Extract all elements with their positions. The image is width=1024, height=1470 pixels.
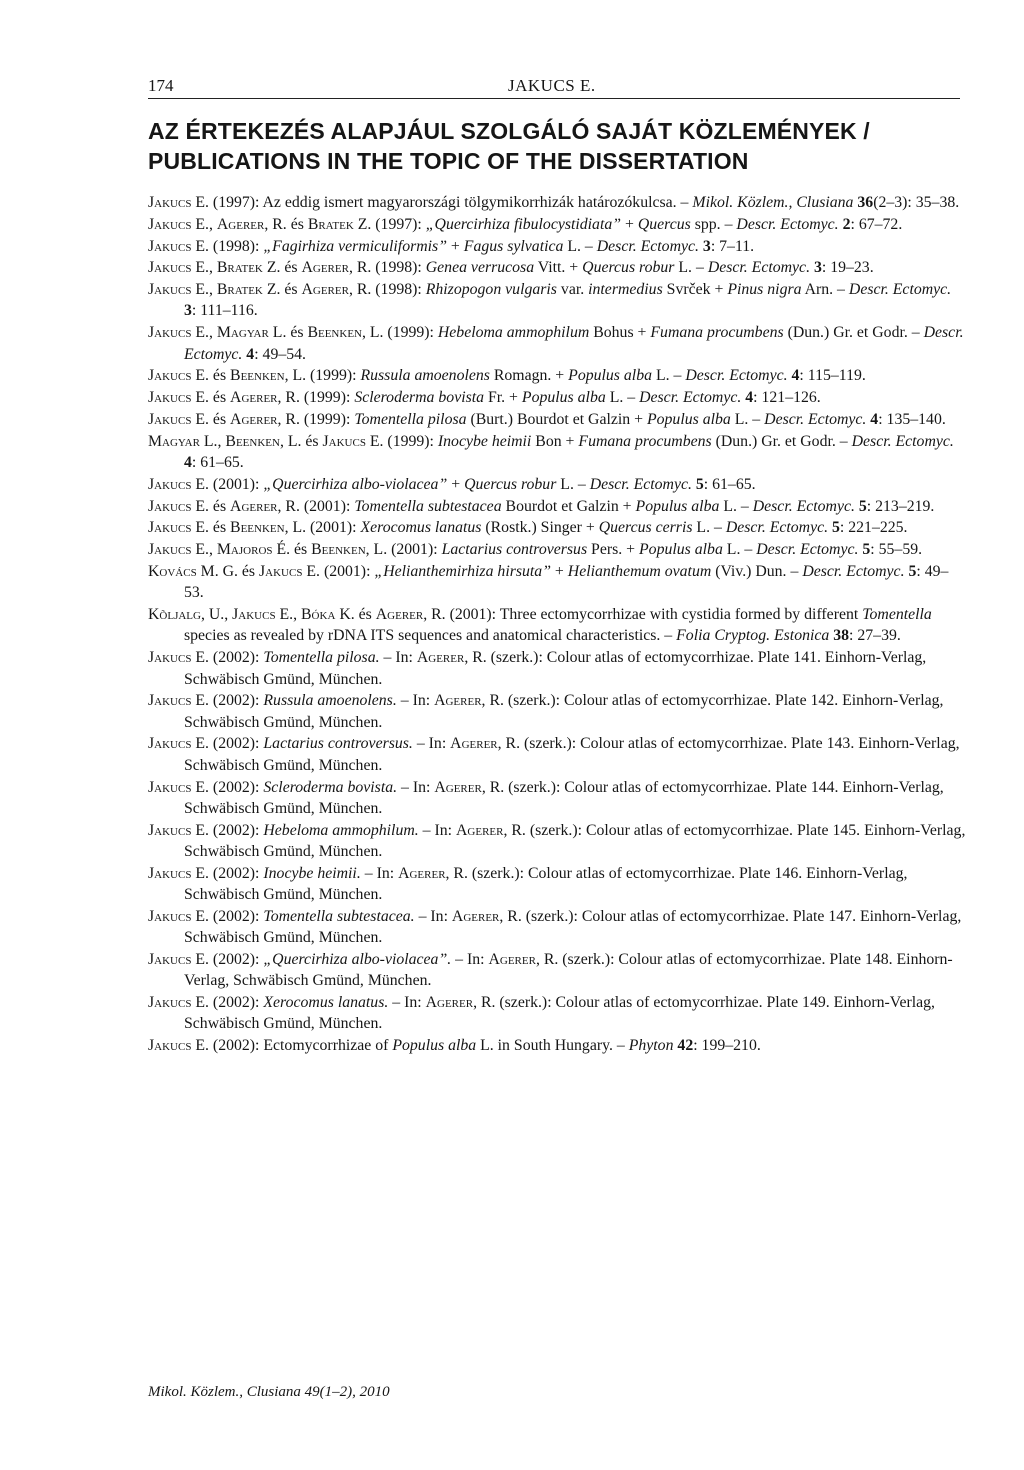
taxon-name: Populus alba — [646, 410, 731, 428]
author: Jakucs — [148, 237, 192, 255]
taxon-name: Lactarius controversus — [441, 541, 588, 559]
author: Kõljalg — [148, 606, 201, 624]
pages: : 49–53. — [184, 563, 949, 602]
ref-text: Fr. + — [484, 389, 522, 407]
volume: 36 — [853, 194, 874, 211]
publication-entry — [148, 474, 966, 495]
author: Jakucs — [148, 389, 192, 407]
ref-text: L. – — [556, 475, 590, 493]
ref-text: , R. (szerk.): Colour atlas of ectomycorrhizae. Plate 149. Einhorn-Verlag, Schwäbisch Gmünd, München. — [184, 993, 935, 1033]
taxon-name: Hebeloma ammophilum — [437, 324, 590, 342]
ref-text: E. (2002): — [191, 907, 264, 925]
running-head: JAKUCS E. — [508, 76, 596, 95]
pages: : 67–72. — [850, 215, 903, 233]
taxon-name: Rhizopogon vulgaris — [425, 281, 557, 299]
author: Jakucs — [148, 735, 192, 753]
volume: 4 — [787, 367, 800, 385]
ref-text: L. – — [730, 410, 765, 428]
taxon-name: Populus alba — [392, 1037, 477, 1055]
ref-text: Bohus + — [589, 324, 651, 342]
author: Kovács — [148, 563, 197, 581]
ref-text: , U., — [200, 606, 233, 624]
author: Jakucs — [148, 993, 192, 1011]
taxon-name: Fagus sylvatica — [463, 237, 564, 255]
ref-text: E., — [191, 281, 217, 299]
ref-text: – In: — [412, 735, 451, 753]
pages: : 19–23. — [821, 259, 874, 277]
publication-entry — [148, 949, 966, 992]
ref-text: (Burt.) Bourdot et Galzin + — [466, 410, 647, 428]
section-title-line: AZ ÉRTEKEZÉS ALAPJÁUL SZOLGÁLÓ SAJÁT KÖZLEMÉNYEK / — [148, 118, 870, 144]
pages: : 135–140. — [878, 410, 946, 428]
volume: 38 — [829, 627, 850, 645]
volume: 3 — [810, 259, 822, 277]
pages: : 61–65. — [703, 475, 756, 493]
publication-entry — [148, 257, 966, 278]
publication-entry — [148, 539, 966, 560]
author: Jakucs — [148, 907, 192, 925]
ref-text: , R. (szerk.): Colour atlas of ectomycorrhizae. Plate 148. Einhorn-Verlag, Schwäbisch Gmünd, München. — [184, 950, 953, 990]
ref-text: , R. (szerk.): Colour atlas of ectomycorrhizae. Plate 141. Einhorn-Verlag, Schwäbisch Gmünd, München. — [184, 649, 927, 688]
ref-text: E. (1997): Az eddig ismert magyarországi tölgymikorrhizák határozókulcsa. – — [191, 194, 693, 211]
ref-text: E. (2002): — [191, 821, 264, 839]
publication-entry — [148, 604, 966, 647]
editor: Agerer — [451, 907, 500, 925]
author: Jakucs — [148, 950, 192, 968]
ref-text: , R. (szerk.): Colour atlas of ectomycorrhizae. Plate 143. Einhorn-Verlag, Schwäbisch Gmünd, München. — [184, 735, 960, 774]
publication-entry — [148, 647, 966, 690]
ref-text: var. — [556, 281, 589, 299]
journal: Descr. Ectomyc. — [756, 541, 859, 559]
volume: 3 — [698, 237, 711, 255]
taxon-name: Quercus — [637, 215, 691, 233]
taxon-name: Populus alba — [521, 389, 606, 407]
ref-text: (Rostk.) Singer + — [481, 519, 599, 537]
editor: Agerer — [488, 950, 536, 968]
journal: Mikol. Közlem., Clusiana — [692, 194, 854, 211]
ref-text: L. – — [674, 259, 708, 277]
author: Beenken — [307, 324, 362, 342]
author: Jakucs — [322, 432, 366, 450]
ref-text: E., — [191, 259, 217, 277]
taxon-name: Populus alba — [568, 367, 652, 385]
publication-entry — [148, 777, 966, 820]
journal: Descr. Ectomyc. — [725, 519, 829, 537]
taxon-name: Scleroderma bovista — [354, 389, 485, 407]
editor: Agerer — [456, 821, 504, 839]
publication-entry — [148, 561, 966, 604]
author: Jakucs — [148, 281, 192, 299]
author: Beenken — [230, 519, 285, 537]
taxon-name: „Fagirhiza vermiculiformis” — [263, 237, 447, 255]
volume: 5 — [828, 519, 840, 537]
author: Jakucs — [148, 821, 192, 839]
author: Jakucs — [148, 1037, 192, 1055]
ref-text: E. és — [191, 367, 231, 385]
ref-text: – In: — [396, 692, 435, 710]
author: Agerer — [230, 410, 278, 428]
ref-text: , R. (szerk.): Colour atlas of ectomycorrhizae. Plate 144. Einhorn-Verlag, Schwäbisch Gmünd, München. — [184, 778, 944, 817]
ref-text: Vitt. + — [534, 259, 583, 277]
publication-entry — [148, 1035, 966, 1056]
publication-entry — [148, 322, 966, 365]
author: Magyar — [216, 324, 269, 342]
ref-text: + — [550, 563, 568, 581]
author: Jakucs — [148, 215, 192, 233]
pages: : 111–116. — [191, 302, 258, 320]
taxon-name: Tomentella subtestacea. — [263, 907, 415, 925]
ref-text: E. (2002): — [191, 950, 264, 968]
author: Jakucs — [148, 541, 192, 559]
editor: Agerer — [434, 778, 482, 796]
journal: Phyton — [628, 1037, 674, 1055]
publication-entry — [148, 387, 966, 408]
ref-text: , L. (1999): — [284, 367, 361, 385]
author: Bratek — [216, 281, 263, 299]
author: Jakucs — [148, 519, 192, 537]
author: Jakucs — [259, 563, 303, 581]
author: Jakucs — [148, 410, 192, 428]
volume: 5 — [854, 497, 867, 515]
taxon-name: „Quercirhiza fibulocystidiata” — [425, 215, 622, 233]
pages: (2–3): 35–38. — [873, 194, 960, 211]
taxon-name: Tomentella pilosa. — [263, 649, 380, 667]
journal: Descr. Ectomyc. — [848, 281, 952, 299]
journal: Descr. Ectomyc. — [596, 237, 699, 255]
ref-text: L. – — [722, 541, 757, 559]
ref-text: Bourdot et Galzin + — [501, 497, 636, 515]
author: Agerer — [230, 389, 278, 407]
ref-text: , R. (szerk.): Colour atlas of ectomycorrhizae. Plate 147. Einhorn-Verlag, Schwäbisch Gmünd, München. — [184, 907, 962, 947]
taxon-name: Fumana procumbens — [650, 324, 784, 342]
ref-text: , R. (1999): — [277, 410, 355, 428]
ref-text: E. (2002): — [191, 649, 264, 667]
author: Jakucs — [148, 692, 192, 710]
ref-text: L. – — [652, 367, 686, 385]
author: Bratek — [307, 215, 354, 233]
ref-text: L. – — [692, 519, 726, 537]
ref-text: (Dun.) Gr. et Godr. – — [783, 324, 924, 342]
volume: 4 — [741, 389, 754, 407]
page-number: 174 — [148, 76, 174, 95]
taxon-name: Genea verrucosa — [425, 259, 535, 277]
publication-list — [148, 192, 966, 1056]
ref-text: , R. (szerk.): Colour atlas of ectomycorrhizae. Plate 145. Einhorn-Verlag, Schwäbisch Gmünd, München. — [184, 821, 966, 860]
taxon-name: „Quercirhiza albo-violacea” — [263, 475, 448, 493]
volume: 4 — [866, 410, 879, 428]
taxon-name: Populus alba — [635, 497, 720, 515]
journal: Descr. Ectomyc. — [802, 563, 905, 581]
ref-text: – In: — [360, 864, 399, 882]
journal: Folia Cryptog. Estonica — [676, 627, 830, 645]
ref-text: – In: — [451, 950, 489, 968]
pages: : 121–126. — [753, 389, 821, 407]
volume: 3 — [184, 302, 192, 320]
publication-entry — [148, 236, 966, 257]
taxon-name: Scleroderma bovista. — [263, 778, 398, 796]
ref-text: Pers. + — [587, 541, 640, 559]
ref-text: – In: — [379, 649, 417, 667]
ref-text: E. és — [191, 519, 231, 537]
author: Agerer — [230, 497, 278, 515]
author: Jakucs — [148, 778, 192, 796]
journal: Descr. Ectomyc. — [685, 367, 788, 385]
taxon-name: Quercus robur — [582, 259, 675, 277]
journal: Descr. Ectomyc. — [752, 497, 855, 515]
ref-text: L. – — [719, 497, 753, 515]
publication-entry — [148, 906, 966, 949]
taxon-name: Fumana procumbens — [578, 432, 712, 450]
volume: 2 — [838, 215, 851, 233]
taxon-name: Xerocomus lanatus. — [263, 993, 389, 1011]
ref-text: , R. (2001): — [277, 497, 355, 515]
publication-entry — [148, 733, 966, 776]
taxon-name: Inocybe heimii — [437, 432, 532, 450]
editor: Agerer — [416, 649, 465, 667]
pages: : 199–210. — [693, 1037, 761, 1055]
ref-text: Z. és — [262, 281, 302, 299]
publication-entry — [148, 192, 966, 213]
ref-text: Z. és — [262, 259, 302, 277]
ref-text: + — [621, 215, 638, 233]
volume: 5 — [904, 563, 917, 581]
taxon-name: Quercus robur — [464, 475, 557, 493]
taxon-name: Tomentella pilosa — [354, 410, 467, 428]
taxon-name: Tomentella subtestacea — [354, 497, 502, 515]
author: Jakucs — [232, 606, 276, 624]
publication-entry — [148, 365, 966, 386]
publication-entry — [148, 496, 966, 517]
author: Agerer — [216, 215, 265, 233]
author: Agerer — [301, 281, 349, 299]
journal: Descr. Ectomyc. — [851, 432, 954, 450]
taxon-name: Inocybe heimii. — [263, 864, 361, 882]
ref-text: , R. (szerk.): Colour atlas of ectomycorrhizae. Plate 142. Einhorn-Verlag, Schwäbisch Gmünd, München. — [184, 692, 944, 731]
ref-text: , L. (2001): — [284, 519, 361, 537]
author: Agerer — [301, 259, 349, 277]
author: Jakucs — [148, 194, 192, 211]
pages: : 115–119. — [799, 367, 866, 385]
ref-text: E., — [191, 541, 217, 559]
author: Majoros — [216, 541, 273, 559]
ref-text: – In: — [414, 907, 452, 925]
taxon-name: Helianthemum ovatum — [567, 563, 712, 581]
pages: : 55–59. — [870, 541, 923, 559]
pages: : 49–54. — [254, 345, 306, 363]
publication-entry — [148, 820, 966, 863]
taxon-name: Russula amoenolens. — [263, 692, 397, 710]
ref-text: E. (2002): — [191, 864, 264, 882]
ref-text: , R. (2001): — [423, 606, 500, 624]
publication-entry — [148, 431, 966, 474]
ref-text: (Viv.) Dun. – — [711, 563, 803, 581]
publication-entry — [148, 517, 966, 538]
volume: 4 — [184, 454, 192, 472]
pages: : 61–65. — [191, 454, 244, 472]
publication-entry — [148, 992, 966, 1035]
author: Beenken — [225, 432, 280, 450]
taxon-name: intermedius — [588, 281, 663, 299]
ref-text: species as revealed by rDNA ITS sequences and anatomical characteristics. – — [184, 627, 677, 645]
ref-text: + — [446, 237, 464, 255]
publication-entry — [148, 863, 966, 906]
taxon-name: Lactarius controversus. — [263, 735, 413, 753]
journal: Descr. Ectomyc. — [707, 259, 811, 277]
journal: Descr. Ectomyc. — [589, 475, 692, 493]
taxon-name: Populus alba — [639, 541, 723, 559]
volume: 42 — [673, 1037, 694, 1055]
author: Jakucs — [148, 367, 192, 385]
ref-text: L. és — [268, 324, 308, 342]
ref-text: E. és — [191, 410, 231, 428]
author: Agerer — [375, 606, 424, 624]
author: Jakucs — [148, 864, 192, 882]
ref-text: L. – — [563, 237, 597, 255]
ref-text: L. in South Hungary. – — [476, 1037, 629, 1055]
taxon-name: Hebeloma ammophilum. — [263, 821, 419, 839]
author: Bratek — [216, 259, 263, 277]
ref-text: E., — [191, 215, 217, 233]
editor: Agerer — [425, 993, 474, 1011]
taxon-name: Xerocomus lanatus — [360, 519, 482, 537]
taxon-name: „Helianthemirhiza hirsuta” — [374, 563, 551, 581]
ref-text: E. (1998): — [191, 237, 264, 255]
page-footer: Mikol. Közlem., Clusiana 49(1–2), 2010 — [148, 1384, 390, 1400]
ref-text: , R. (szerk.): Colour atlas of ectomycorrhizae. Plate 146. Einhorn-Verlag, Schwäbisch Gmünd, München. — [184, 864, 908, 903]
running-header — [148, 76, 960, 99]
volume: 5 — [858, 541, 871, 559]
ref-text: E. (2002): — [191, 993, 264, 1011]
author: Jakucs — [148, 475, 192, 493]
ref-text: Z. (1997): — [353, 215, 426, 233]
author: Beenken — [311, 541, 366, 559]
ref-text: Arn. – — [801, 281, 849, 299]
ref-text: E. és — [191, 497, 231, 515]
journal: Descr. Ectomyc. — [764, 410, 867, 428]
ref-text: , R. (1999): — [277, 389, 355, 407]
author: Magyar — [148, 432, 200, 450]
ref-text: Romagn. + — [489, 367, 569, 385]
ref-text: E. (2002): — [191, 735, 264, 753]
journal: Descr. Ectomyc. — [184, 324, 964, 363]
ref-text: E. (2001): — [191, 475, 264, 493]
author: Bóka — [301, 606, 336, 624]
taxon-name: Pinus nigra — [727, 281, 802, 299]
ref-text: E. és — [191, 389, 231, 407]
ref-text: , L. (1999): — [361, 324, 438, 342]
ref-text: , R. (1998): — [348, 281, 426, 299]
publication-entry — [148, 690, 966, 733]
section-title-line: PUBLICATIONS IN THE TOPIC OF THE DISSERTATION — [148, 148, 749, 174]
ref-text: E., — [275, 606, 302, 624]
publication-entry — [148, 409, 966, 430]
taxon-name: „Quercirhiza albo-violacea”. — [263, 950, 452, 968]
ref-text: , R. (1998): — [348, 259, 426, 277]
volume: 4 — [242, 345, 255, 363]
ref-text: E. (2002): — [191, 692, 264, 710]
ref-text: E., — [191, 324, 217, 342]
taxon-name: Russula amoenolens — [360, 367, 490, 385]
pages: : 27–39. — [849, 627, 901, 645]
ref-text: E. (2002): Ectomycorrhizae of — [191, 1037, 393, 1055]
ref-text: , L. és — [279, 432, 323, 450]
ref-text: E. (2002): — [191, 778, 264, 796]
author: Jakucs — [148, 497, 192, 515]
ref-text: Three ectomycorrhizae with cystidia formed by different — [499, 606, 863, 624]
ref-text: Svrček + — [662, 281, 728, 299]
publication-entry — [148, 279, 966, 322]
ref-text: , R. és — [264, 215, 308, 233]
ref-text: – In: — [418, 821, 457, 839]
author: Jakucs — [148, 259, 192, 277]
ref-text: E. (1999): — [365, 432, 438, 450]
ref-text: É. és — [272, 541, 312, 559]
editor: Agerer — [398, 864, 446, 882]
author: Jakucs — [148, 649, 192, 667]
ref-text: L., — [199, 432, 226, 450]
ref-text: K. és — [335, 606, 376, 624]
section-title — [148, 116, 968, 176]
ref-text: spp. – — [690, 215, 737, 233]
publication-entry — [148, 214, 966, 235]
journal: Descr. Ectomyc. — [639, 389, 742, 407]
ref-text: L. – — [605, 389, 640, 407]
journal: Descr. Ectomyc. — [736, 215, 839, 233]
editor: Agerer — [450, 735, 498, 753]
ref-text: M. G. és — [196, 563, 260, 581]
editor: Agerer — [434, 692, 482, 710]
ref-text: + — [447, 475, 465, 493]
pages: : 7–11. — [710, 237, 755, 255]
ref-text: (Dun.) Gr. et Godr. – — [711, 432, 852, 450]
author: Jakucs — [148, 324, 192, 342]
taxon-name: Quercus cerris — [598, 519, 693, 537]
author: Beenken — [230, 367, 285, 385]
ref-text: Bon + — [531, 432, 579, 450]
volume: 5 — [691, 475, 704, 493]
pages: : 221–225. — [839, 519, 908, 537]
pages: : 213–219. — [866, 497, 935, 515]
ref-text: E. (2001): — [302, 563, 375, 581]
ref-text: – In: — [397, 778, 435, 796]
ref-text: – In: — [388, 993, 426, 1011]
ref-text: , L. (2001): — [365, 541, 442, 559]
taxon-name: Tomentella — [862, 606, 932, 624]
